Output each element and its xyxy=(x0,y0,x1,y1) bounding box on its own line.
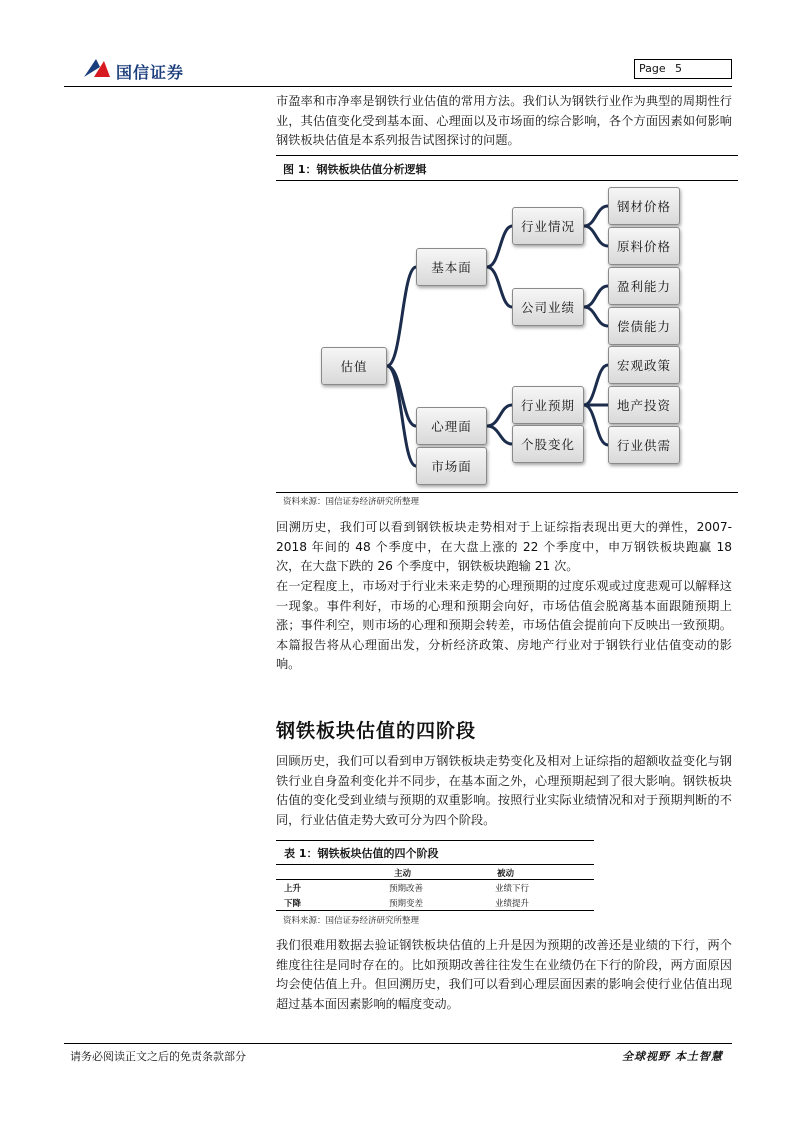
node-valuation: 估值 xyxy=(321,347,387,385)
node-stock-change: 个股变化 xyxy=(512,425,584,463)
figure-title: 图 1：钢铁板块估值分析逻辑 xyxy=(283,163,427,176)
node-industry-situation: 行业情况 xyxy=(512,207,584,245)
history-paragraph: 回溯历史，我们可以看到钢铁板块走势相对于上证综指表现出更大的弹性，2007-2018 年间的 48 个季度中，在大盘上涨的 22 个季度中，申万钢铁板块跑赢 18 次，在大盘下跌的 26 个季度中，钢铁板块跑输 21 次。 xyxy=(276,520,732,573)
node-real-estate-investment: 地产投资 xyxy=(608,386,680,424)
node-supply-demand: 行业供需 xyxy=(608,426,680,464)
node-psychological: 心理面 xyxy=(416,407,487,445)
page-number: 5 xyxy=(675,62,682,75)
page-label: Page xyxy=(639,62,666,75)
footer-disclaimer: 请务必阅读正文之后的免责条款部分 xyxy=(70,1050,246,1063)
node-fundamental: 基本面 xyxy=(416,248,487,286)
table-header-passive: 被动 xyxy=(497,869,515,879)
review-paragraph: 回顾历史，我们可以看到申万钢铁板块走势变化及相对上证综指的超额收益变化与钢铁行业自身盈利变化并不同步，在基本面之外，心理预期起到了很大影响。钢铁板块估值的变化受到业绩与预期的双重影响。按照行业实际业绩情况和对于预期判断的不同，行业估值走势大致可分为四个阶段。 xyxy=(276,754,732,827)
intro-paragraph: 市盈率和市净率是钢铁行业估值的常用方法。我们认为钢铁行业作为典型的周期性行业，其估值变化受到基本面、心理面以及市场面的综合影响，各个方面因素如何影响钢铁板块估值是本系列报告试图探讨的问题。 xyxy=(276,94,732,147)
node-solvency: 偿债能力 xyxy=(608,307,680,345)
logo-text: 国信证券 xyxy=(116,63,185,82)
table-title-rule xyxy=(276,864,594,865)
table-cell: 业绩提升 xyxy=(495,899,530,909)
table-source: 资料来源：国信证券经济研究所整理 xyxy=(283,916,420,926)
figure-source: 资料来源：国信证券经济研究所整理 xyxy=(283,497,420,507)
node-company-performance: 公司业绩 xyxy=(512,288,584,326)
table-bottom-rule xyxy=(276,910,594,911)
footer-rule xyxy=(64,1043,732,1044)
table-top-rule xyxy=(276,840,594,841)
table-cell: 预期变差 xyxy=(389,899,424,909)
conclusion-paragraph: 我们很难用数据去验证钢铁板块估值的上升是因为预期的改善还是业绩的下行，两个维度往往是同时存在的。比如预期改善往往发生在业绩仍在下行的阶段，两方面原因均会使估值上升。但回溯历史，我们可以看到心理层面因素的影响会使行业估值出现超过基本面因素影响的幅度变动。 xyxy=(276,938,732,1011)
node-material-price: 原料价格 xyxy=(608,227,680,265)
node-macro-policy: 宏观政策 xyxy=(608,346,680,384)
table-header-active: 主动 xyxy=(394,869,412,879)
table-title: 表 1：钢铁板块估值的四个阶段 xyxy=(284,847,439,860)
table-cell: 预期改善 xyxy=(389,884,424,894)
table-cell: 业绩下行 xyxy=(495,884,530,894)
table-row-label: 上升 xyxy=(284,884,302,894)
table-row-label: 下降 xyxy=(284,899,302,909)
section-title: 钢铁板块估值的四阶段 xyxy=(276,720,477,742)
node-profitability: 盈利能力 xyxy=(608,267,680,305)
figure-bottom-rule xyxy=(276,492,738,493)
node-steel-price: 钢材价格 xyxy=(608,187,680,225)
footer-slogan: 全球视野 本土智慧 xyxy=(622,1050,723,1063)
node-market: 市场面 xyxy=(416,447,487,485)
table-header-rule xyxy=(276,879,594,880)
node-industry-expectation: 行业预期 xyxy=(512,386,584,424)
explanation-paragraph: 在一定程度上，市场对于行业未来走势的心理预期的过度乐观或过度悲观可以解释这一现象。事件利好，市场的心理和预期会向好，市场估值会脱离基本面跟随预期上涨；事件利空，则市场的心理和预期会转差，市场估值会提前向下反映出一致预期。本篇报告将从心理面出发，分析经济政策、房地产行业对于钢铁行业估值变动的影响。 xyxy=(276,579,732,671)
